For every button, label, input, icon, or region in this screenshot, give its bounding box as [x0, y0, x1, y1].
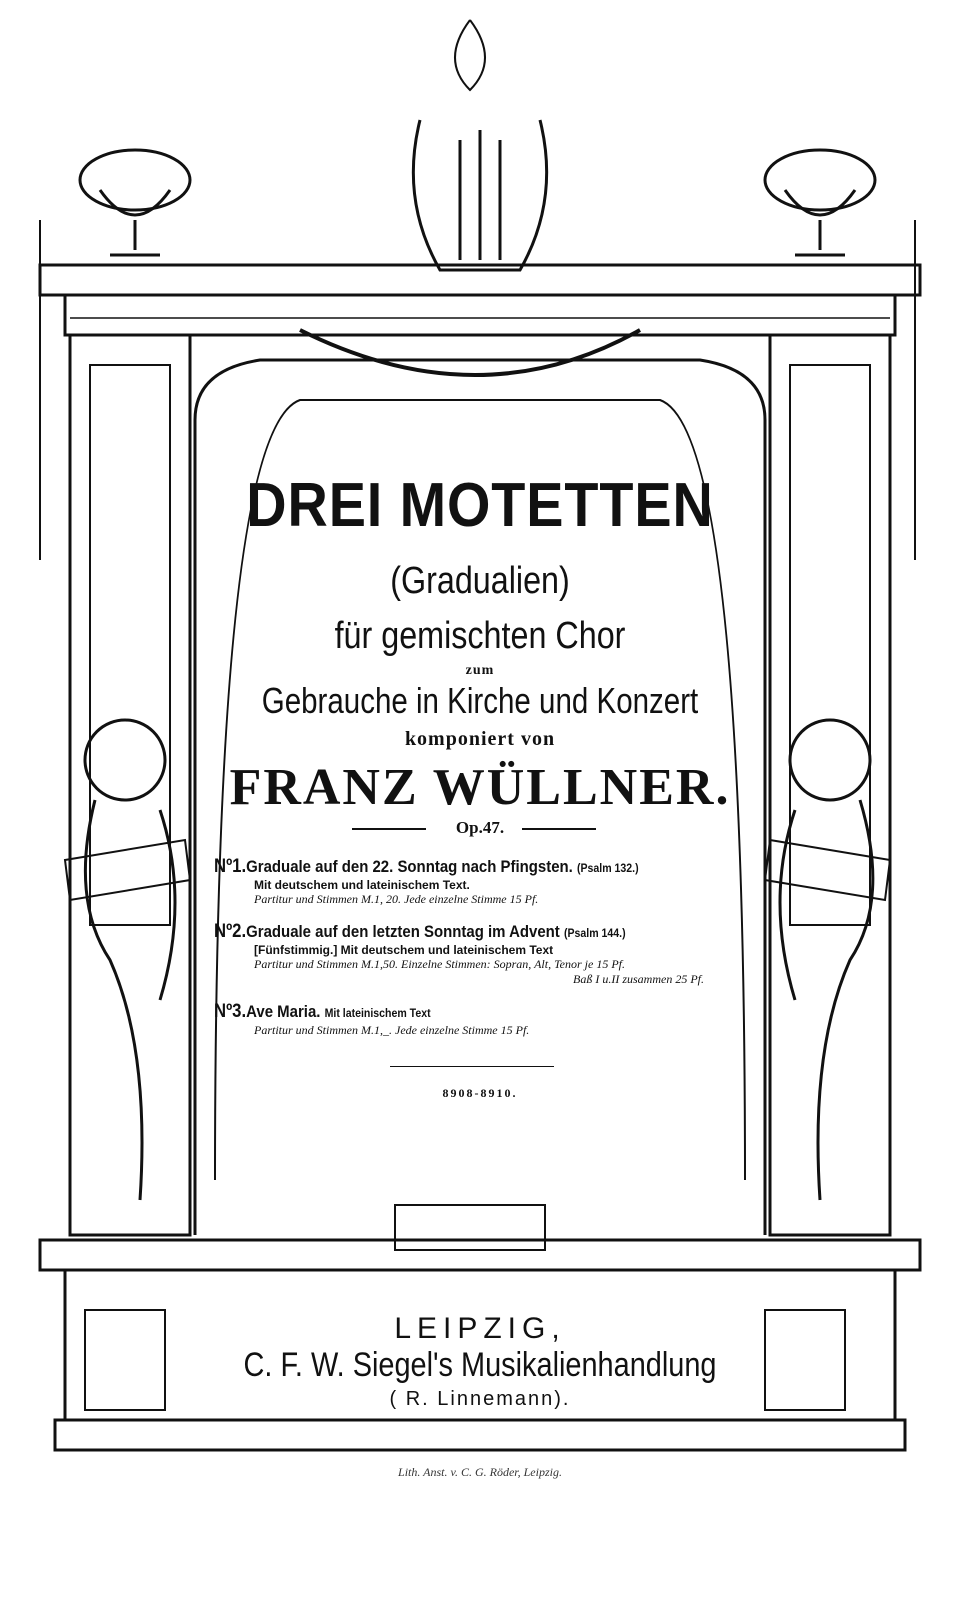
piece-note: [Fünfstimmig.] Mit deutschem und lateinischem Text [254, 943, 554, 957]
piece-item [214, 1001, 734, 1038]
piece-item [214, 856, 734, 907]
frieze [65, 295, 895, 335]
opus-rule-right [522, 828, 596, 830]
printer-credit: Lith. Anst. v. C. G. Röder, Leipzig. [398, 1465, 562, 1479]
piece-number: Nº3. [214, 1001, 247, 1022]
piece-price: Partitur und Stimmen M.1, 20. Jede einzelne Stimme 15 Pf. [254, 892, 539, 906]
opus-number: Op.47. [455, 818, 505, 837]
piece-title: Graduale auf den letzten Sonntag im Advent [246, 922, 560, 941]
subtitle: (Gradualien) [390, 560, 570, 602]
composer-name: FRANZ WÜLLNER. [229, 759, 731, 816]
base-cornice [40, 1240, 920, 1270]
zum-text: zum [465, 663, 495, 678]
plate-numbers: 8908-8910. [442, 1086, 518, 1100]
plinth [55, 1420, 905, 1450]
publisher-proprietor: ( R. Linnemann). [389, 1388, 571, 1410]
publisher-city: LEIPZIG, [394, 1312, 566, 1345]
piece-price: Partitur und Stimmen M.1,50. Einzelne Stimmen: Sopran, Alt, Tenor je 15 Pf. [254, 957, 625, 971]
publisher-name: C. F. W. Siegel's Musikalienhandlung [243, 1346, 717, 1384]
piece-price-extra: Baß I u.II zusammen 25 Pf. [573, 972, 704, 986]
piece-psalm: (Psalm 144.) [563, 926, 626, 940]
piece-psalm: (Psalm 132.) [576, 861, 639, 875]
left-urn [80, 150, 190, 210]
garland [300, 330, 640, 375]
right-urn [765, 150, 875, 210]
piece-price: Partitur und Stimmen M.1,_. Jede einzelne Stimme 15 Pf. [254, 1023, 530, 1037]
title: DREI MOTETTEN [246, 471, 714, 540]
piece-title: Ave Maria. [246, 1002, 321, 1021]
scoring: für gemischten Chor [334, 615, 626, 657]
piece-note-inline: Mit lateinischem Text [324, 1006, 431, 1020]
composed-by: komponiert von [404, 728, 556, 750]
usage: Gebrauche in Kirche und Konzert [261, 680, 699, 721]
piece-item [214, 921, 734, 987]
plate-rule [390, 1066, 554, 1067]
piece-number: Nº2. [214, 921, 247, 942]
piece-list [214, 856, 734, 1052]
piece-note: Mit deutschem und lateinischem Text. [254, 878, 470, 892]
piece-title: Graduale auf den 22. Sonntag nach Pfingsten. [246, 857, 573, 876]
piece-number: Nº1. [214, 856, 247, 877]
